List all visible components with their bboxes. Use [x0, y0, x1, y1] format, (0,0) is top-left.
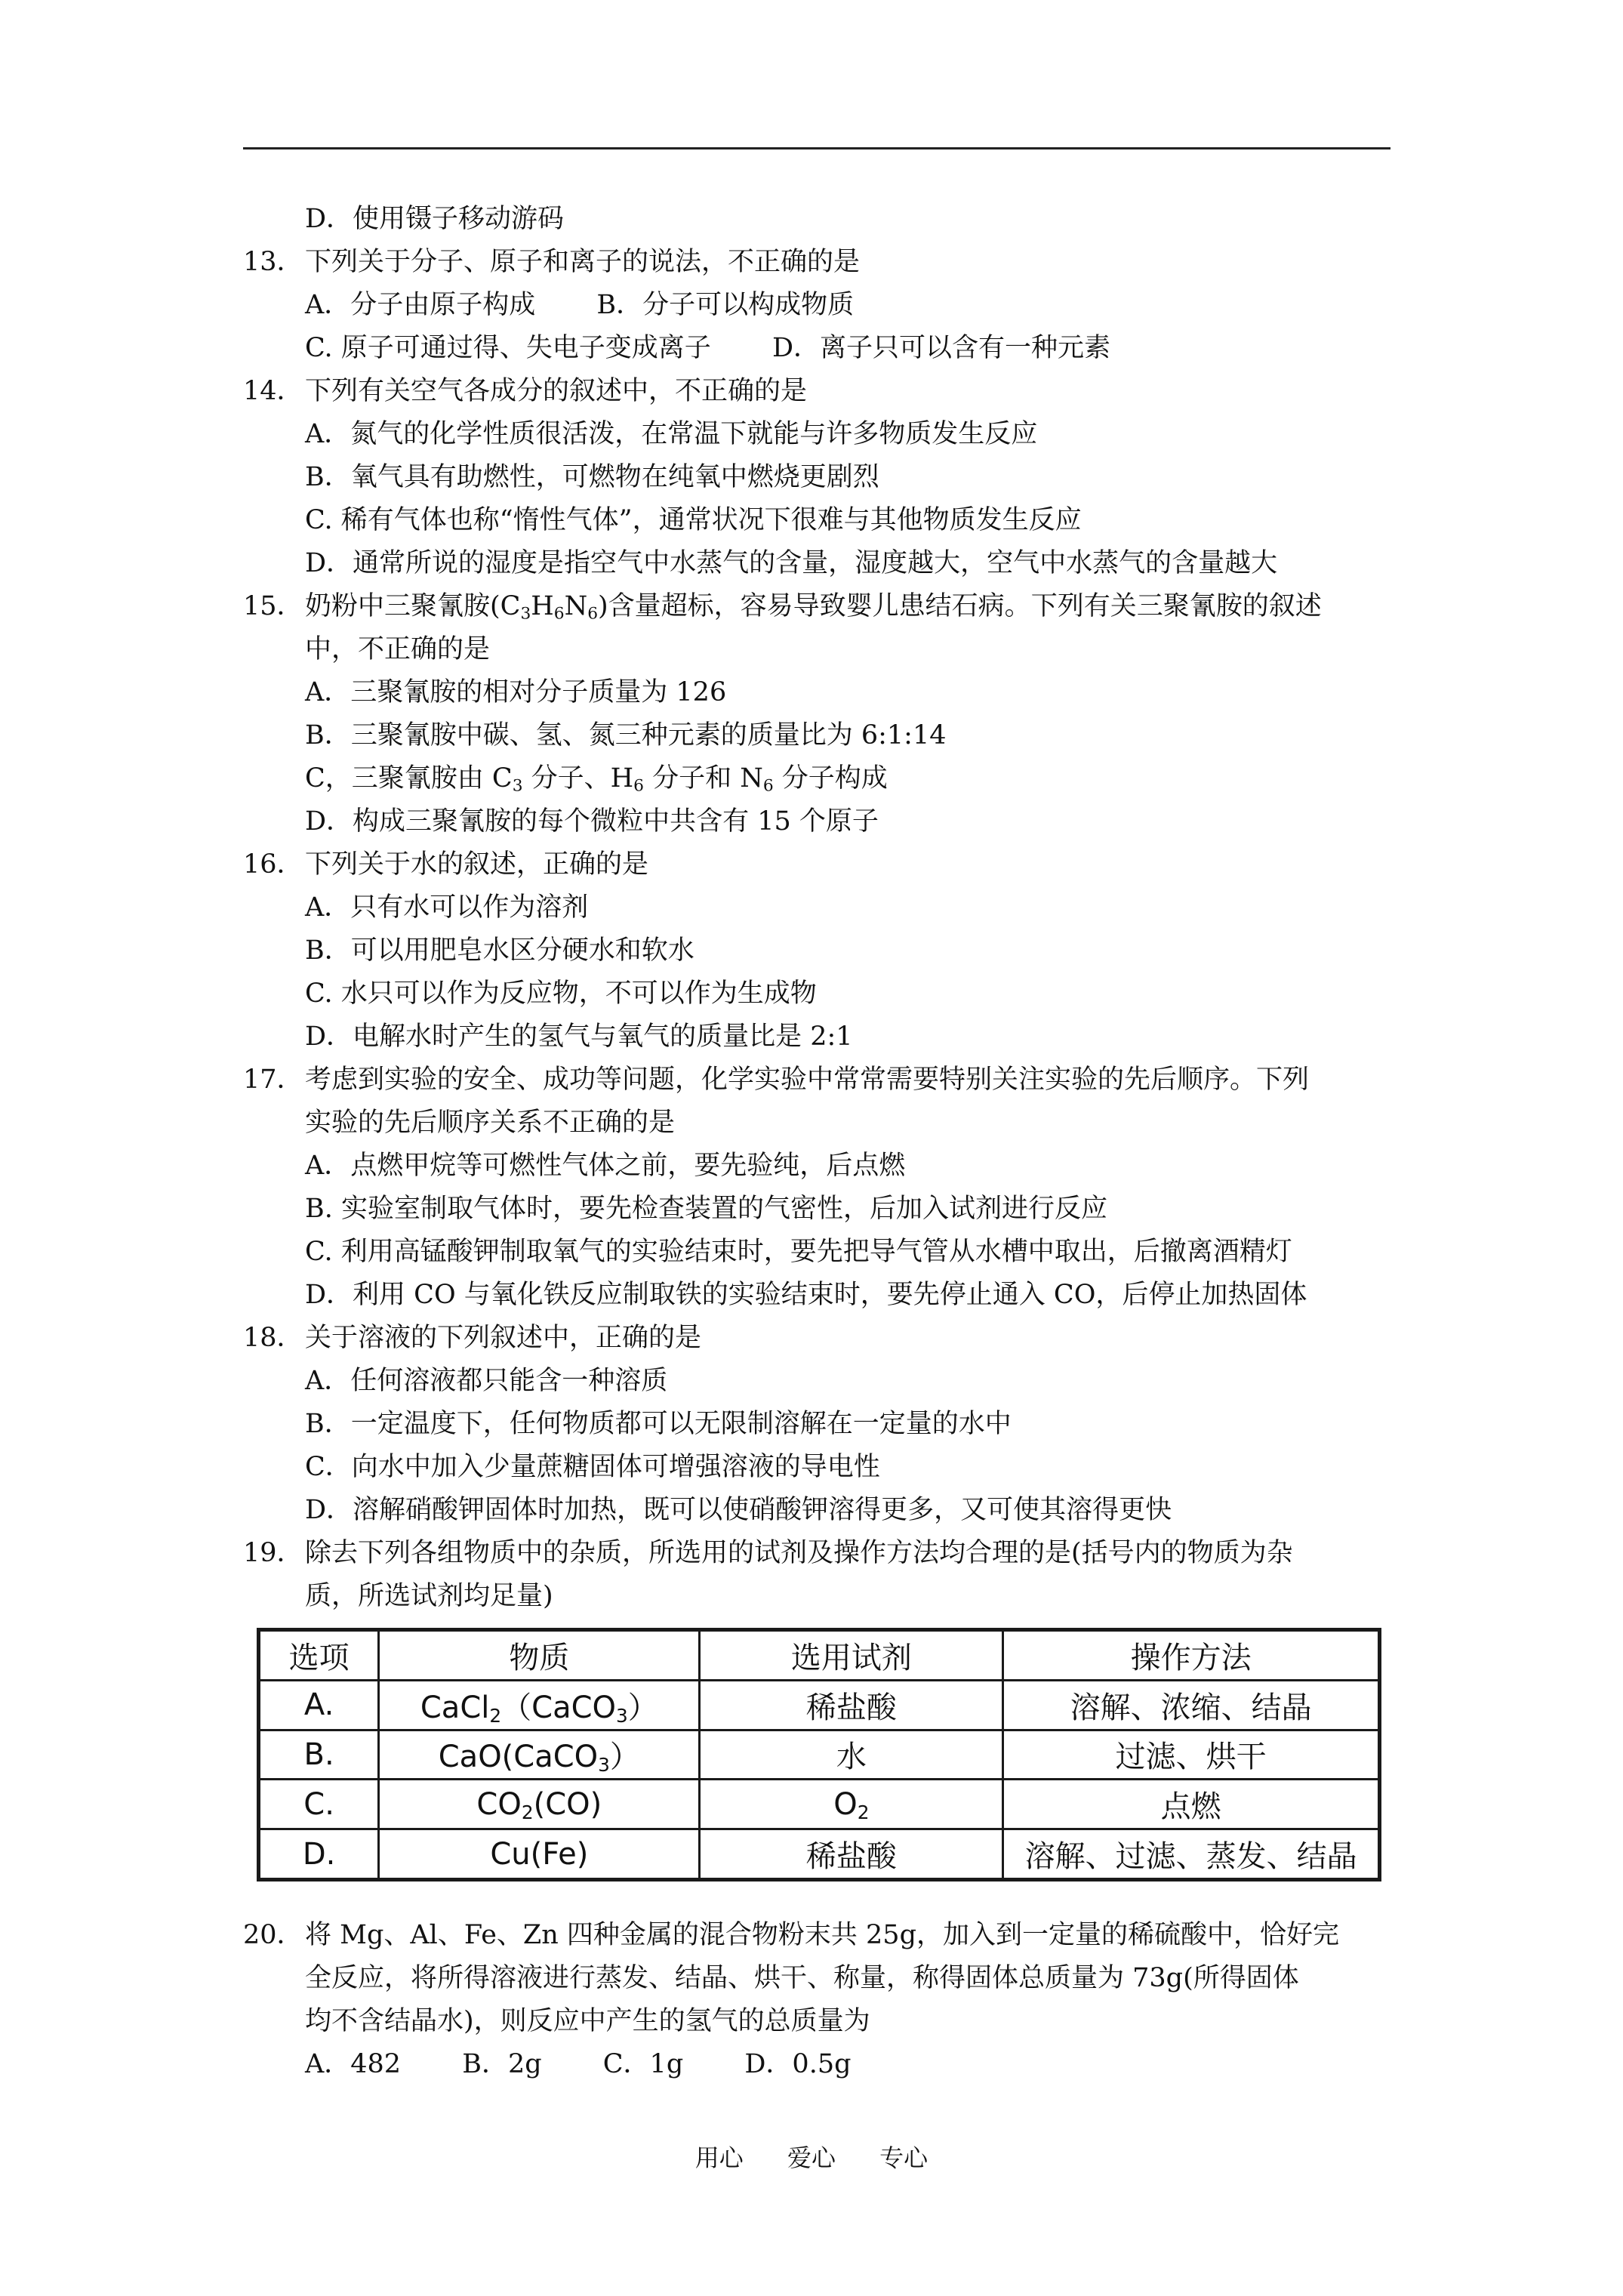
table-cell-method: 过滤、烘干 — [1003, 1730, 1380, 1780]
q20-options — [243, 2043, 1406, 2086]
table-cell-option: C. — [259, 1780, 379, 1829]
q20-option-b: B．2g — [462, 2049, 542, 2079]
table-cell-method: 溶解、过滤、蒸发、结晶 — [1003, 1829, 1380, 1880]
table-cell-substance: CaCl$_2$（CaCO$_3$） — [379, 1680, 700, 1730]
q15-option-d: D．构成三聚氰胺的每个微粒中共含有 15 个原子 — [305, 806, 879, 837]
q20-option-a: A．482 — [305, 2049, 402, 2079]
header-rule — [243, 147, 1390, 149]
footer-word: 用心 — [694, 2143, 744, 2172]
q14-option-c: C. 稀有气体也称“惰性气体”，通常状况下很难与其他物质发生反应 — [305, 505, 1082, 535]
footer-word: 爱心 — [787, 2143, 836, 2172]
q17-option-b: B. 实验室制取气体时，要先检查装置的气密性，后加入试剂进行反应 — [305, 1194, 1107, 1224]
q19-text: 除去下列各组物质中的杂质，所选用的试剂及操作方法均合理的是(括号内的物质为杂 — [305, 1538, 1293, 1568]
table-cell-substance: $CO_2(CO)$ — [379, 1780, 700, 1829]
q20-option-d: D．0.5g — [744, 2049, 852, 2079]
q12-option-d: D．使用镊子移动游码 — [305, 204, 565, 234]
table-cell-substance: Cu(Fe) — [379, 1829, 700, 1880]
q16-option-c: C. 水只可以作为反应物，不可以作为生成物 — [305, 978, 817, 1009]
q20-stem-line2: 全反应，将所得溶液进行蒸发、结晶、烘干、称量，称得固体总质量为 73g(所得固体 — [305, 1963, 1299, 1993]
q16-number: 16． — [243, 849, 303, 880]
q19-number: 19． — [243, 1538, 303, 1568]
page-footer — [0, 2139, 1623, 2174]
q15-stem — [243, 585, 1406, 628]
q13-option-d: D．离子只可以含有一种元素 — [771, 333, 1111, 363]
q20-text: 将 Mg、Al、Fe、Zn 四种金属的混合物粉末共 25g，加入到一定量的稀硫酸中，恰好完 — [305, 1920, 1339, 1950]
q16-text: 下列关于水的叙述，正确的是 — [305, 849, 649, 880]
table-cell-method: 点燃 — [1003, 1780, 1380, 1829]
q18-option-a: A．任何溶液都只能含一种溶质 — [305, 1366, 668, 1396]
q13-text: 下列关于分子、原子和离子的说法，不正确的是 — [305, 247, 861, 277]
q17-number: 17． — [243, 1065, 303, 1095]
q18-stem — [243, 1317, 1406, 1360]
table-header: 选用试剂 — [700, 1630, 1003, 1681]
q20-option-c: C．1g — [602, 2049, 684, 2079]
q17-option-d: D．利用 CO 与氧化铁反应制取铁的实验结束时，要先停止通入 CO，后停止加热固体 — [305, 1280, 1307, 1310]
q19-table — [257, 1628, 1381, 1881]
q16-option-d: D．电解水时产生的氢气与氧气的质量比是 2:1 — [305, 1022, 853, 1052]
q17-option-c: C. 利用高锰酸钾制取氧气的实验结束时，要先把导气管从水槽中取出，后撤离酒精灯 — [305, 1237, 1292, 1267]
q19-table-container — [257, 1628, 1381, 1881]
q20-block — [243, 1914, 1406, 2086]
q14-stem — [243, 370, 1406, 413]
table-header: 物质 — [379, 1630, 700, 1681]
q16-stem — [243, 843, 1406, 886]
q13-options-cd — [243, 327, 1406, 370]
q14-number: 14． — [243, 376, 303, 406]
q15-option-b: B．三聚氰胺中碳、氢、氮三种元素的质量比为 6:1:14 — [305, 720, 947, 750]
table-cell-option: B. — [259, 1730, 379, 1780]
q18-option-d: D．溶解硝酸钾固体时加热，既可以使硝酸钾溶得更多，又可使其溶得更快 — [305, 1495, 1172, 1525]
q20-stem-line3: 均不含结晶水)，则反应中产生的氢气的总质量为 — [305, 2006, 870, 2036]
table-header: 操作方法 — [1003, 1630, 1380, 1681]
table-cell-reagent: 水 — [700, 1730, 1003, 1780]
q13-option-c: C. 原子可通过得、失电子变成离子 — [305, 333, 711, 363]
q18-text: 关于溶液的下列叙述中，正确的是 — [305, 1323, 702, 1353]
q14-option-d: D．通常所说的湿度是指空气中水蒸气的含量，湿度越大，空气中水蒸气的含量越大 — [305, 548, 1278, 578]
q15-text: 奶粉中三聚氰胺$(C_3H_6N_6)$含量超标，容易导致婴儿患结石病。下列有关三聚氰胺的叙述 — [305, 591, 1322, 624]
q17-text: 考虑到实验的安全、成功等问题，化学实验中常常需要特别关注实验的先后顺序。下列 — [305, 1065, 1310, 1095]
q16-option-a: A．只有水可以作为溶剂 — [305, 892, 589, 923]
table-cell-reagent: 稀盐酸 — [700, 1829, 1003, 1880]
q16-option-b: B．可以用肥皂水区分硬水和软水 — [305, 935, 694, 966]
q17-option-a: A．点燃甲烷等可燃性气体之前，要先验纯，后点燃 — [305, 1151, 906, 1181]
q14-text: 下列有关空气各成分的叙述中，不正确的是 — [305, 376, 808, 406]
table-cell-substance: CaO(CaCO$_3$） — [379, 1730, 700, 1780]
table-row — [259, 1730, 1380, 1780]
q17-stem — [243, 1059, 1406, 1102]
q18-option-b: B．一定温度下，任何物质都可以无限制溶解在一定量的水中 — [305, 1409, 1012, 1439]
table-row — [259, 1829, 1380, 1880]
q15-option-c: C，三聚氰胺由 $C_3$ 分子、$H_6$ 分子和 $N_6$ 分子构成 — [305, 763, 888, 796]
q14-option-b: B．氧气具有助燃性，可燃物在纯氧中燃烧更剧烈 — [305, 462, 879, 492]
q17-stem-line2: 实验的先后顺序关系不正确的是 — [305, 1108, 676, 1138]
table-header: 选项 — [259, 1630, 379, 1681]
table-header-row — [259, 1630, 1380, 1681]
q19-stem-line2: 质，所选试剂均足量) — [305, 1581, 553, 1611]
table-cell-option: D. — [259, 1829, 379, 1880]
q13-option-a: A．分子由原子构成 — [305, 290, 536, 320]
table-cell-option: A. — [259, 1680, 379, 1730]
q13-stem — [243, 241, 1406, 284]
table-cell-reagent: $O_2$ — [700, 1780, 1003, 1829]
q13-option-b: B．分子可以构成物质 — [596, 290, 855, 320]
q20-stem — [243, 1914, 1406, 1957]
q15-stem-line2: 中，不正确的是 — [305, 634, 491, 664]
table-row — [259, 1680, 1380, 1730]
q13-number: 13． — [243, 247, 303, 277]
table-row — [259, 1780, 1380, 1829]
q19-stem — [243, 1532, 1406, 1575]
q18-number: 18． — [243, 1323, 303, 1353]
footer-word: 专心 — [879, 2143, 929, 2172]
question-content — [243, 198, 1406, 1618]
table-cell-method: 溶解、浓缩、结晶 — [1003, 1680, 1380, 1730]
q13-options-ab — [243, 284, 1406, 327]
table-cell-reagent: 稀盐酸 — [700, 1680, 1003, 1730]
q18-option-c: C．向水中加入少量蔗糖固体可增强溶液的导电性 — [305, 1452, 880, 1482]
q15-option-a: A．三聚氰胺的相对分子质量为 126 — [305, 677, 727, 707]
q15-number: 15． — [243, 591, 303, 621]
q14-option-a: A．氮气的化学性质很活泼，在常温下就能与许多物质发生反应 — [305, 419, 1038, 449]
q20-number: 20． — [243, 1920, 303, 1950]
